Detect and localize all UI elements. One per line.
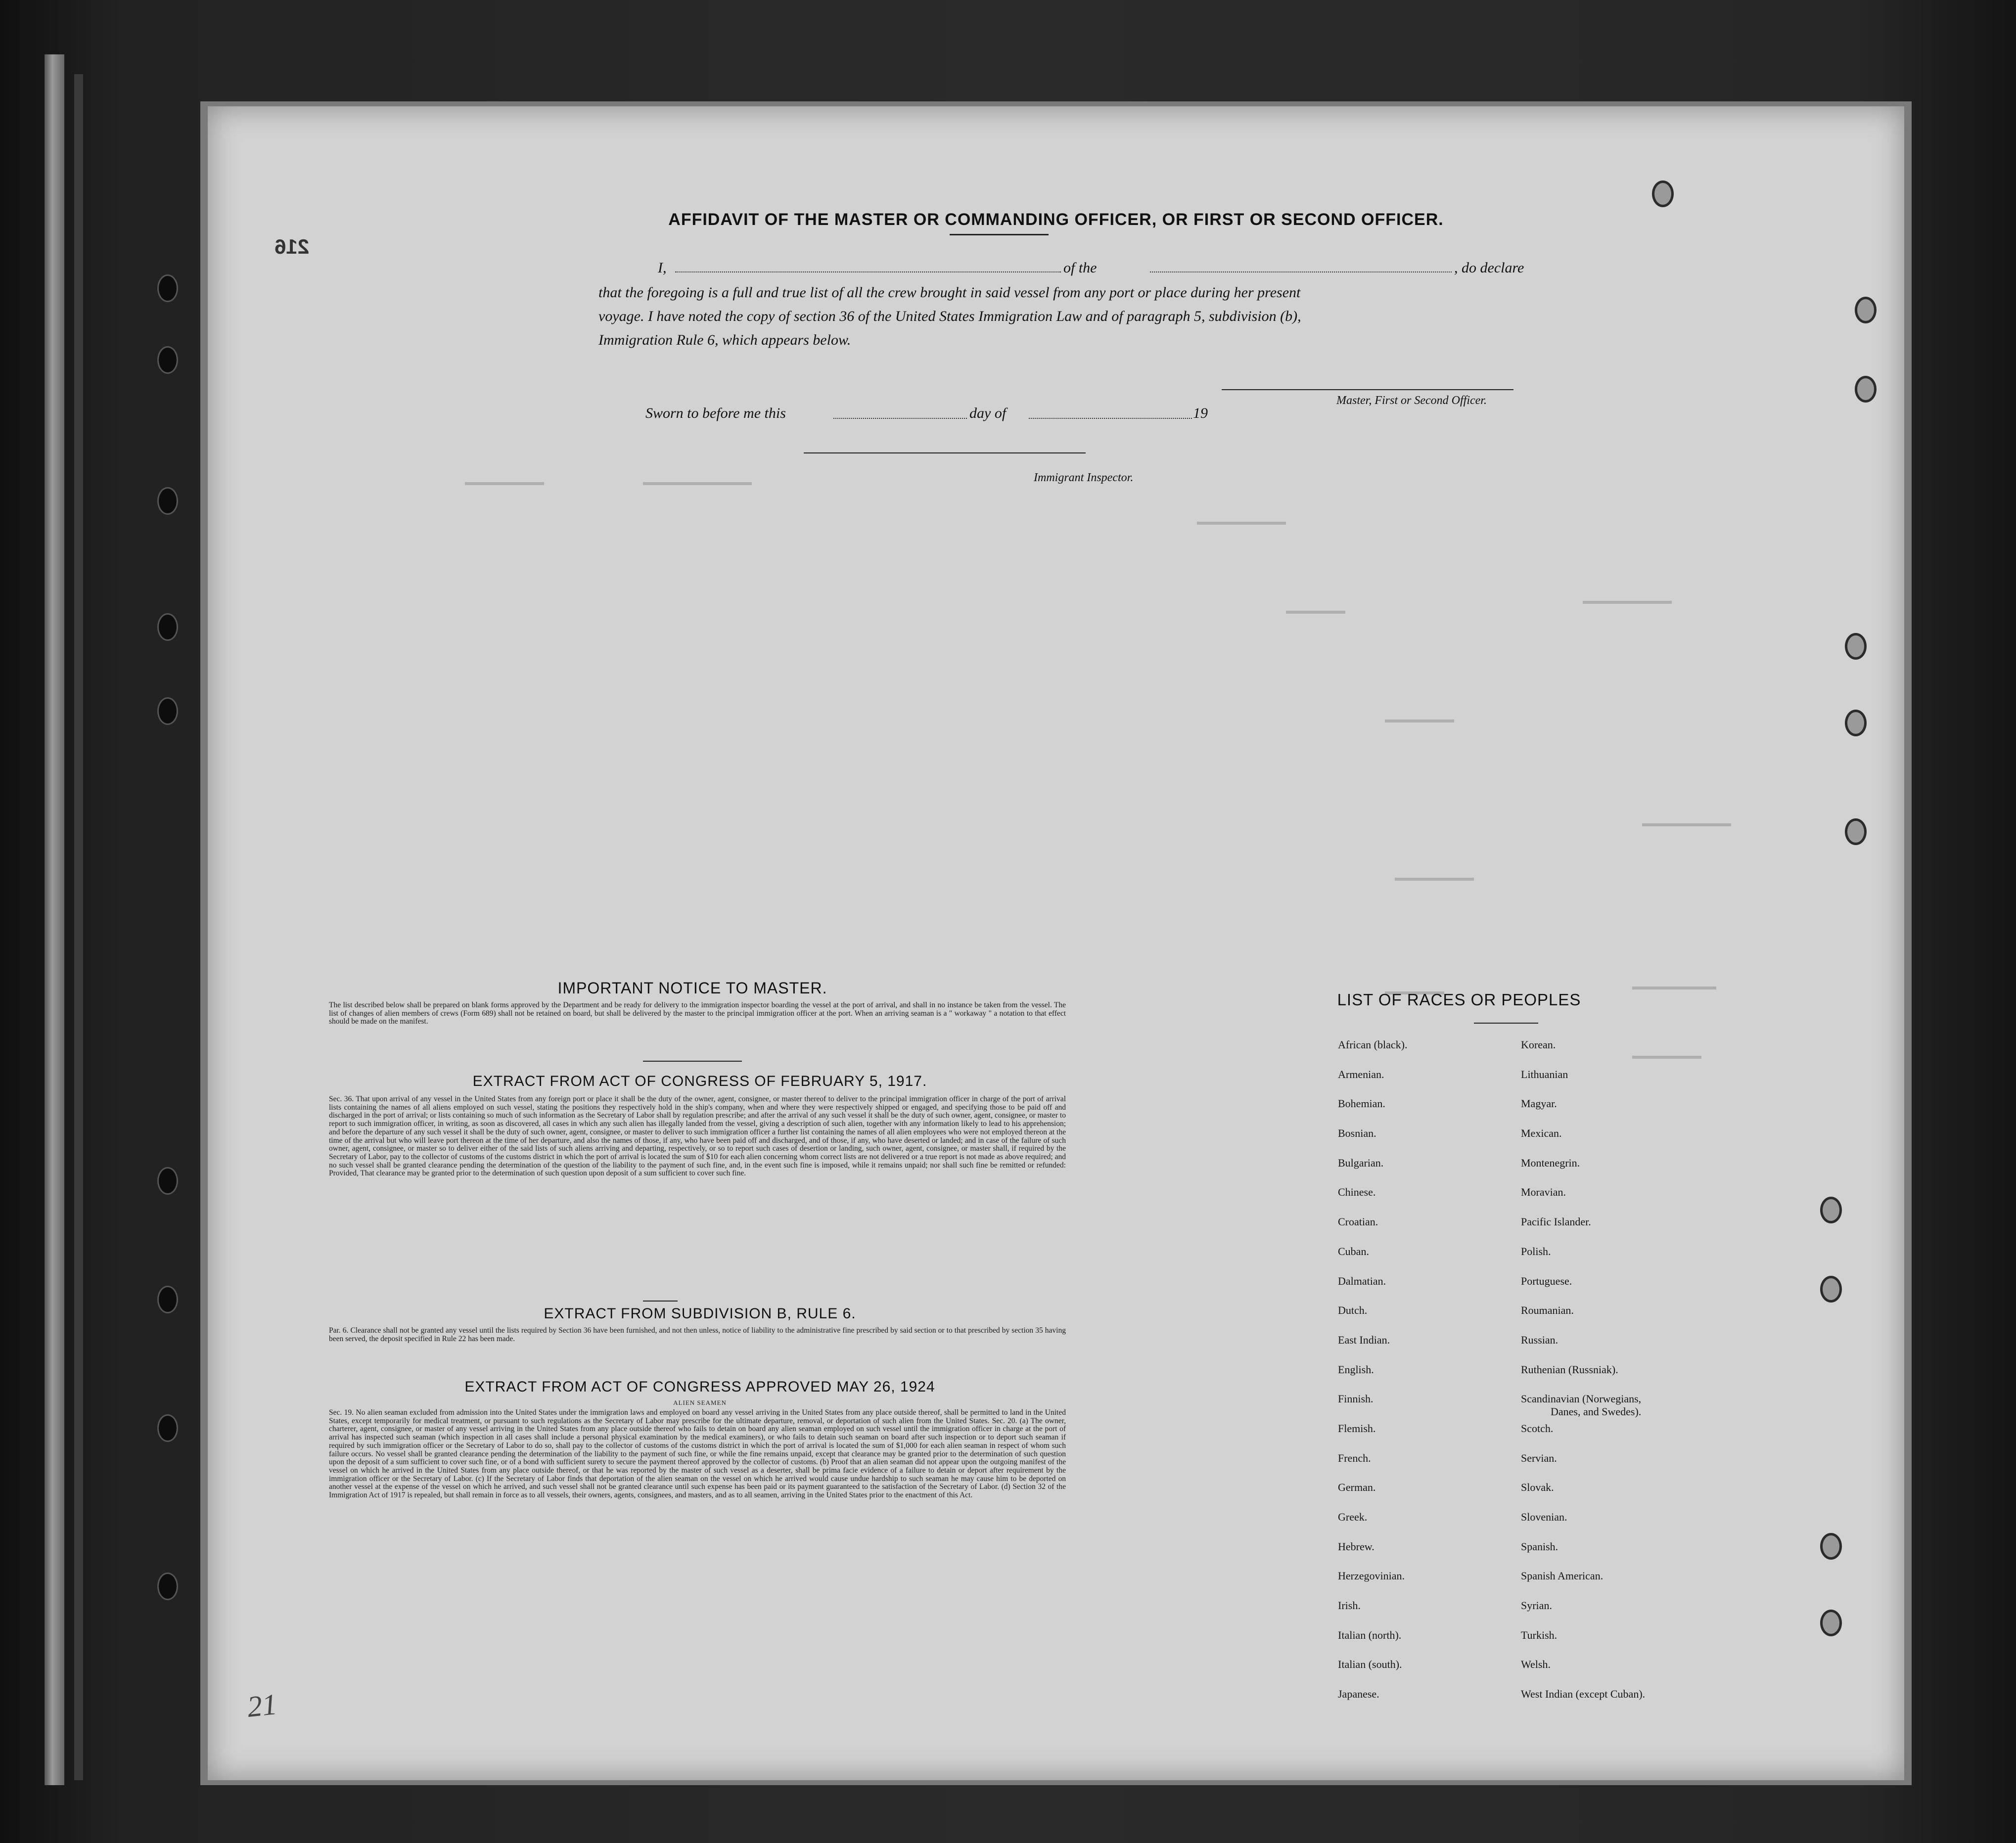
race-item: Chinese. (1338, 1186, 1376, 1199)
race-item: Dalmatian. (1338, 1274, 1386, 1287)
binder-ring (1820, 1197, 1842, 1223)
race-item: Ruthenian (Russniak). (1521, 1363, 1618, 1376)
race-item (1521, 1393, 1645, 1422)
binder-hole (157, 697, 178, 725)
race-item: Polish. (1521, 1245, 1551, 1258)
affidavit-line1-prefix: I, (658, 260, 667, 276)
sworn-year: 19 (1193, 405, 1208, 421)
race-item: Cuban. (1338, 1245, 1369, 1258)
notice-title: IMPORTANT NOTICE TO MASTER. (557, 979, 827, 997)
race-item: Russian. (1521, 1333, 1558, 1346)
section-rule (643, 1301, 678, 1302)
race-item: Slovak. (1521, 1481, 1554, 1494)
document-page (208, 106, 1904, 1780)
race-item: Scotch. (1521, 1422, 1554, 1435)
bleed-through-mark (1632, 987, 1716, 989)
race-item: Welsh. (1521, 1658, 1551, 1671)
binder-ring (1652, 180, 1674, 207)
affidavit-line4: Immigration Rule 6, which appears below. (598, 332, 851, 348)
extract-1924-text: Sec. 19. No alien seaman excluded from admission into the United States under the immigration laws and employed on board any vessel arriving in the United States from any place outside thereof, shall be permitted to land in the United States, except temporarily for medical treatment, or pursuant to such regulations as the Secretary of Labor may prescribe for the ultimate departure, removal, or deportation of such alien from the United States. Sec. 20. (a) The owner, charterer, agent, consignee, or master of any vessel arriving in the United States from any place outside thereof who fails to detain on board any alien seaman employed on such vessel until the immigration officer in charge at the port of arrival has inspected such seaman (which inspection in all cases shall include a personal physical examination by the medical examiners), or who fails to detain such seaman on board after such inspection or to deport such seaman if required by such immigration officer or the Secretary of Labor to do so, shall pay to the collector of customs of the customs district in which the port of arrival is located the sum of $1,000 for each alien seaman in respect of whom such failure occurs. No vessel shall be granted clearance pending the determination of the liability to the payment of such fine, or while the fine remains unpaid, except that clearance may be granted prior to the determination of such question upon the deposit of a sum sufficient to cover such fine, or of a bond with sufficient surety to secure the payment thereof approved by the collector of customs. (b) Proof that an alien seaman did not appear upon the outgoing manifest of the vessel on which he arrived in the United States from any place outside thereof, or that he was reported by the master of such vessel as a deserter, shall be prima facie evidence of a failure to detain or deport after requirement by the immigration officer or the Secretary of Labor. (c) If the Secretary of Labor finds that deportation of the alien seaman on the vessel on which he arrived would cause undue hardship to such seaman he may cause him to be deported on another vessel at the expense of the vessel on which he arrived, and such vessel shall not be granted clearance until such expense has been paid or its payment guaranteed to the satisfaction of the Secretary of Labor. (d) Section 32 of the Immigration Act of 1917 is repealed, but shall remain in force as to all vessels, their owners, agents, consignees, and masters, and as to all seamen, arriving in the United States prior to the enactment of this Act. (329, 1408, 1066, 1500)
affidavit-line3: voyage. I have noted the copy of section 36 of the United States Immigration Law and of paragraph 5, subdivision (b), (598, 308, 1301, 324)
race-item: Portuguese. (1521, 1274, 1572, 1287)
race-item: Servian. (1521, 1451, 1557, 1464)
race-item: Dutch. (1338, 1304, 1368, 1317)
bleed-through-mark (1395, 878, 1474, 881)
subdivision-title: EXTRACT FROM SUBDIVISION B, RULE 6. (544, 1305, 856, 1322)
binder-hole (157, 274, 178, 302)
binder-hole (157, 1286, 178, 1313)
race-item: East Indian. (1338, 1333, 1390, 1346)
races-title: LIST OF RACES OR PEOPLES (1337, 990, 1581, 1009)
race-item: African (black). (1338, 1038, 1408, 1051)
binder-hole (157, 613, 178, 641)
sworn-mid: day of (969, 405, 1007, 421)
race-item: Bulgarian. (1338, 1156, 1384, 1169)
page-number: 216 (275, 235, 310, 258)
vessel-name-field[interactable] (1150, 271, 1452, 272)
races-list-left (1338, 1038, 1407, 1717)
race-item: Roumanian. (1521, 1304, 1574, 1317)
race-item: Greek. (1338, 1511, 1368, 1523)
binder-ring (1845, 818, 1867, 845)
sworn-day-field[interactable] (833, 418, 967, 419)
title-rule (950, 234, 1049, 235)
binder-ring (1845, 710, 1867, 736)
extract-1917-text: Sec. 36. That upon arrival of any vessel in the United States from any foreign port or place it shall be the duty of the owner, agent, consignee, or master thereof to deliver to the principal immigration officer in charge of the port of arrival lists containing the names of all aliens employed on such vessel, stating the positions they respectively hold in the ship's company, when and where they were respectively shipped or engaged, and specifying those to be paid off and discharged in the port of arrival; or lists containing so much of such information as the Secretary of Labor shall by regulation prescribe; and after the arrival of any such vessel it shall be the duty of such owner, agent, consignee, or master to report to such immigration officer, in writing, as soon as discovered, all cases in which any such alien has illegally landed from the vessel, giving a description of such alien, together with any information likely to lead to his apprehension; and before the departure of any such vessel it shall be the duty of such owner, agent, consignee, or master to deliver to such immigration officer a further list containing the names of all alien employees who were not employed thereon at the time of the arrival but who will leave port thereon at the time of her departure, and also the names of those, if any, who have been paid off and discharged, and of those, if any, who have deserted or landed; and in case of the failure of such owner, agent, consignee, or master so to deliver either of the said lists of such aliens arriving and departing, respectively, or so to report such cases of desertion or landing, such owner, agent, consignee, or master shall, if required by the Secretary of Labor, pay to the collector of customs of the customs district in which the port of arrival is located the sum of $10 for each alien concerning whom correct lists are not delivered or a true report is not made as above required; and no such vessel shall be granted clearance pending the determination of the question of the liability to the payment of such fine, and, in the event such fine is imposed, while it remains unpaid; nor shall such fine be remitted or refunded: Provided, That clearance may be granted prior to the determination of such question upon deposit of a sum sufficient to cover such fine. (329, 1095, 1066, 1178)
race-item: Magyar. (1521, 1097, 1557, 1110)
race-item: Spanish. (1521, 1540, 1558, 1553)
bleed-through-mark (1642, 823, 1731, 826)
binder-ring (1820, 1276, 1842, 1303)
bleed-through-mark (465, 482, 544, 485)
notice-text: The list described below shall be prepared on blank forms approved by the Department and be ready for delivery to the immigration inspector boarding the vessel at the port of arrival, and shall in no instance be taken from the vessel. The list of changes of alien members of crews (Form 689) shall not be retained on board, but shall be delivered by the master to the principal immigration officer at the port. When an arriving seaman is a " workaway " a notation to that effect should be made on the manifest. (329, 1001, 1066, 1026)
book-binding (45, 54, 64, 1785)
race-item: Syrian. (1521, 1599, 1552, 1612)
races-list-right (1521, 1038, 1645, 1717)
section-rule (643, 1061, 742, 1062)
race-item: German. (1338, 1481, 1376, 1494)
race-item: Korean. (1521, 1038, 1556, 1051)
race-item: Pacific Islander. (1521, 1215, 1591, 1228)
signature-label: Master, First or Second Officer. (1336, 394, 1487, 407)
race-item: Hebrew. (1338, 1540, 1375, 1553)
section-rule (1474, 1023, 1538, 1024)
bleed-through-mark (1286, 611, 1345, 614)
bleed-through-mark (1583, 601, 1672, 604)
book-binding-shadow (74, 74, 83, 1780)
master-name-field[interactable] (675, 271, 1061, 272)
race-item: Bohemian. (1338, 1097, 1385, 1110)
race-item: Spanish American. (1521, 1570, 1604, 1582)
race-item: Montenegrin. (1521, 1156, 1580, 1169)
race-item: English. (1338, 1363, 1374, 1376)
race-item: Irish. (1338, 1599, 1361, 1612)
affidavit-line1-mid: of the (1063, 260, 1097, 276)
race-item: Finnish. (1338, 1393, 1374, 1405)
race-item: Lithuanian (1521, 1068, 1568, 1080)
binder-ring (1820, 1610, 1842, 1636)
subdivision-text: Par. 6. Clearance shall not be granted any vessel until the lists required by Section 36 have been furnished, and not then unless, notice of liability to the administrative fine prescribed by said section or to that prescribed by section 35 having been served, the deposit specified in Rule 22 has been made. (329, 1326, 1066, 1343)
extract-1917-title: EXTRACT FROM ACT OF CONGRESS OF FEBRUARY 5, 1917. (472, 1073, 927, 1089)
extract-1924-title: EXTRACT FROM ACT OF CONGRESS APPROVED MAY 26, 1924 (464, 1379, 935, 1395)
race-item: Turkish. (1521, 1628, 1558, 1641)
race-item: Italian (north). (1338, 1628, 1402, 1641)
binder-hole (157, 487, 178, 515)
race-item-continuation: Danes, and Swedes). (1551, 1405, 1642, 1418)
binder-ring (1820, 1533, 1842, 1560)
extract-1924-subtitle: ALIEN SEAMEN (673, 1399, 727, 1406)
bleed-through-mark (1385, 719, 1454, 722)
inspector-line (804, 452, 1086, 453)
race-item: French. (1338, 1451, 1371, 1464)
binder-hole (157, 1573, 178, 1600)
race-item: Flemish. (1338, 1422, 1376, 1435)
binder-ring (1855, 297, 1877, 323)
binder-hole (157, 346, 178, 374)
race-item: West Indian (except Cuban). (1521, 1688, 1646, 1701)
binder-hole (157, 1167, 178, 1195)
race-item: Moravian. (1521, 1186, 1566, 1199)
signature-line (1222, 389, 1513, 390)
race-item: Bosnian. (1338, 1127, 1376, 1140)
race-item: Croatian. (1338, 1215, 1378, 1228)
affidavit-line1-suffix: , do declare (1454, 260, 1524, 276)
race-item: Slovenian. (1521, 1511, 1567, 1523)
binder-ring (1855, 376, 1877, 403)
sworn-month-field[interactable] (1029, 418, 1192, 419)
binder-ring (1845, 633, 1867, 660)
bleed-through-mark (643, 482, 752, 485)
handwritten-mark: 21 (245, 1688, 279, 1723)
race-item: Italian (south). (1338, 1658, 1402, 1671)
race-item-text: Scandinavian (Norwegians, (1521, 1393, 1642, 1405)
race-item: Armenian. (1338, 1068, 1384, 1080)
race-item: Japanese. (1338, 1688, 1379, 1701)
binder-hole (157, 1414, 178, 1442)
bleed-through-mark (1197, 522, 1286, 525)
race-item: Mexican. (1521, 1127, 1562, 1140)
affidavit-title: AFFIDAVIT OF THE MASTER OR COMMANDING OFFICER, OR FIRST OR SECOND OFFICER. (668, 210, 1444, 229)
sworn-prefix: Sworn to before me this (645, 405, 786, 421)
affidavit-line2: that the foregoing is a full and true list of all the crew brought in said vessel from any port or place during her present (598, 284, 1301, 301)
race-item: Herzegovinian. (1338, 1570, 1405, 1582)
inspector-label: Immigrant Inspector. (1034, 471, 1134, 484)
